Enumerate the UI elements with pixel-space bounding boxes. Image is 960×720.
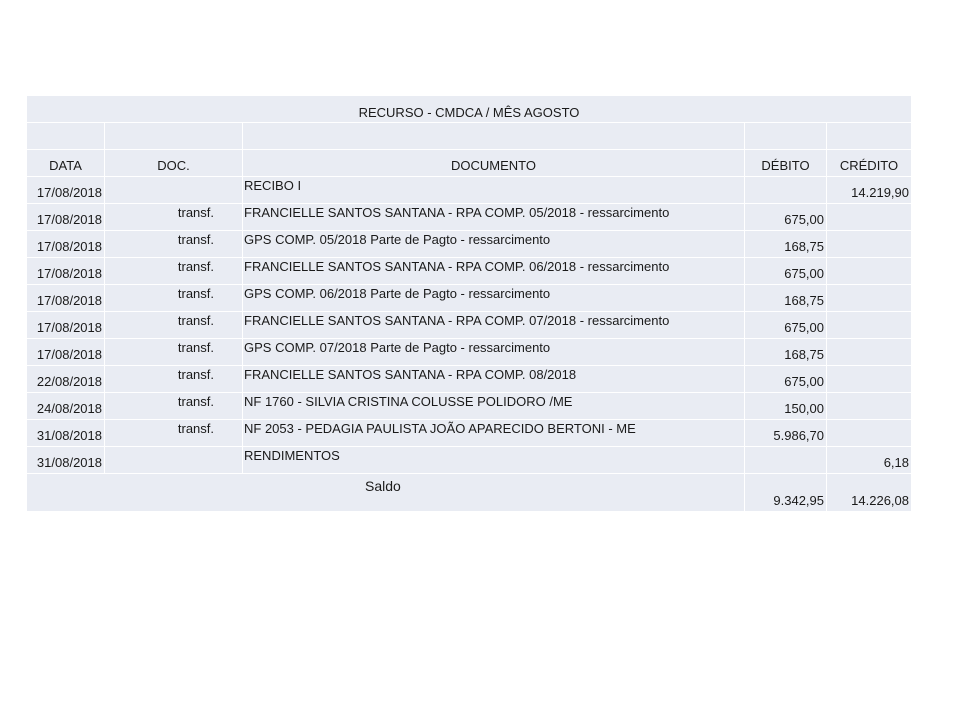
cell-credito xyxy=(826,420,911,446)
cell-data: 17/08/2018 xyxy=(36,185,102,200)
cell-doc: transf. xyxy=(104,258,242,284)
cell-credito: 6,18 xyxy=(826,447,911,473)
cell-documento: RENDIMENTOS xyxy=(242,447,744,473)
cell-documento: NF 1760 - SILVIA CRISTINA COLUSSE POLIDORO /ME xyxy=(242,393,744,419)
header-row xyxy=(27,150,911,177)
table-row xyxy=(27,420,911,447)
header-debito: DÉBITO xyxy=(744,150,826,176)
cell-credito: 14.219,90 xyxy=(826,177,911,203)
cell-data: 17/08/2018 xyxy=(36,320,102,335)
cell-doc: transf. xyxy=(104,285,242,311)
cell-data: 31/08/2018 xyxy=(36,428,102,443)
cell-doc: transf. xyxy=(104,393,242,419)
table-row xyxy=(27,285,911,312)
cell-credito xyxy=(826,339,911,365)
cell-debito: 675,00 xyxy=(744,312,826,338)
table-row xyxy=(27,393,911,420)
cell-credito xyxy=(826,393,911,419)
cell-doc: transf. xyxy=(104,204,242,230)
cell-doc: transf. xyxy=(104,366,242,392)
cell-debito: 150,00 xyxy=(744,393,826,419)
cell-data: 17/08/2018 xyxy=(36,266,102,281)
cell-debito: 168,75 xyxy=(744,339,826,365)
table-row xyxy=(27,177,911,204)
cell-documento: FRANCIELLE SANTOS SANTANA - RPA COMP. 08/2018 xyxy=(242,366,744,392)
cell-doc xyxy=(104,447,242,473)
cell-debito: 675,00 xyxy=(744,204,826,230)
table-title: RECURSO - CMDCA / MÊS AGOSTO xyxy=(358,105,580,120)
cell-doc: transf. xyxy=(104,231,242,257)
cell-data: 31/08/2018 xyxy=(36,455,102,470)
cell-documento: NF 2053 - PEDAGIA PAULISTA JOÃO APARECIDO BERTONI - ME xyxy=(242,420,744,446)
cell-documento: FRANCIELLE SANTOS SANTANA - RPA COMP. 06/2018 - ressarcimento xyxy=(242,258,744,284)
cell-documento: GPS COMP. 07/2018 Parte de Pagto - ressarcimento xyxy=(242,339,744,365)
saldo-row xyxy=(27,474,911,511)
header-data: DATA xyxy=(49,158,82,173)
cell-credito xyxy=(826,366,911,392)
cell-credito xyxy=(826,231,911,257)
table-row xyxy=(27,447,911,474)
table-row xyxy=(27,312,911,339)
cell-debito xyxy=(744,447,826,473)
cell-documento: GPS COMP. 05/2018 Parte de Pagto - ressarcimento xyxy=(242,231,744,257)
saldo-debito: 9.342,95 xyxy=(744,474,826,511)
header-documento: DOCUMENTO xyxy=(242,150,744,176)
saldo-label: Saldo xyxy=(365,478,401,494)
blank-row xyxy=(27,123,911,150)
cell-debito: 168,75 xyxy=(744,285,826,311)
ledger-table xyxy=(27,96,911,511)
table-row xyxy=(27,231,911,258)
cell-data: 24/08/2018 xyxy=(36,401,102,416)
cell-debito: 5.986,70 xyxy=(744,420,826,446)
table-row xyxy=(27,258,911,285)
cell-credito xyxy=(826,204,911,230)
cell-data: 17/08/2018 xyxy=(36,239,102,254)
cell-data: 22/08/2018 xyxy=(36,374,102,389)
cell-data: 17/08/2018 xyxy=(36,293,102,308)
header-doc: DOC. xyxy=(104,150,242,176)
cell-debito: 168,75 xyxy=(744,231,826,257)
cell-credito xyxy=(826,312,911,338)
cell-doc: transf. xyxy=(104,312,242,338)
cell-documento: FRANCIELLE SANTOS SANTANA - RPA COMP. 07/2018 - ressarcimento xyxy=(242,312,744,338)
saldo-credito: 14.226,08 xyxy=(826,474,911,511)
cell-data: 17/08/2018 xyxy=(36,212,102,227)
cell-credito xyxy=(826,258,911,284)
cell-debito: 675,00 xyxy=(744,366,826,392)
cell-documento: RECIBO I xyxy=(242,177,744,203)
title-row xyxy=(27,96,911,123)
table-row xyxy=(27,204,911,231)
cell-debito: 675,00 xyxy=(744,258,826,284)
cell-data: 17/08/2018 xyxy=(36,347,102,362)
cell-credito xyxy=(826,285,911,311)
cell-debito xyxy=(744,177,826,203)
table-row xyxy=(27,366,911,393)
cell-doc: transf. xyxy=(104,339,242,365)
header-credito: CRÉDITO xyxy=(826,150,911,176)
table-row xyxy=(27,339,911,366)
cell-doc: transf. xyxy=(104,420,242,446)
cell-doc xyxy=(104,177,242,203)
cell-documento: FRANCIELLE SANTOS SANTANA - RPA COMP. 05/2018 - ressarcimento xyxy=(242,204,744,230)
cell-documento: GPS COMP. 06/2018 Parte de Pagto - ressarcimento xyxy=(242,285,744,311)
